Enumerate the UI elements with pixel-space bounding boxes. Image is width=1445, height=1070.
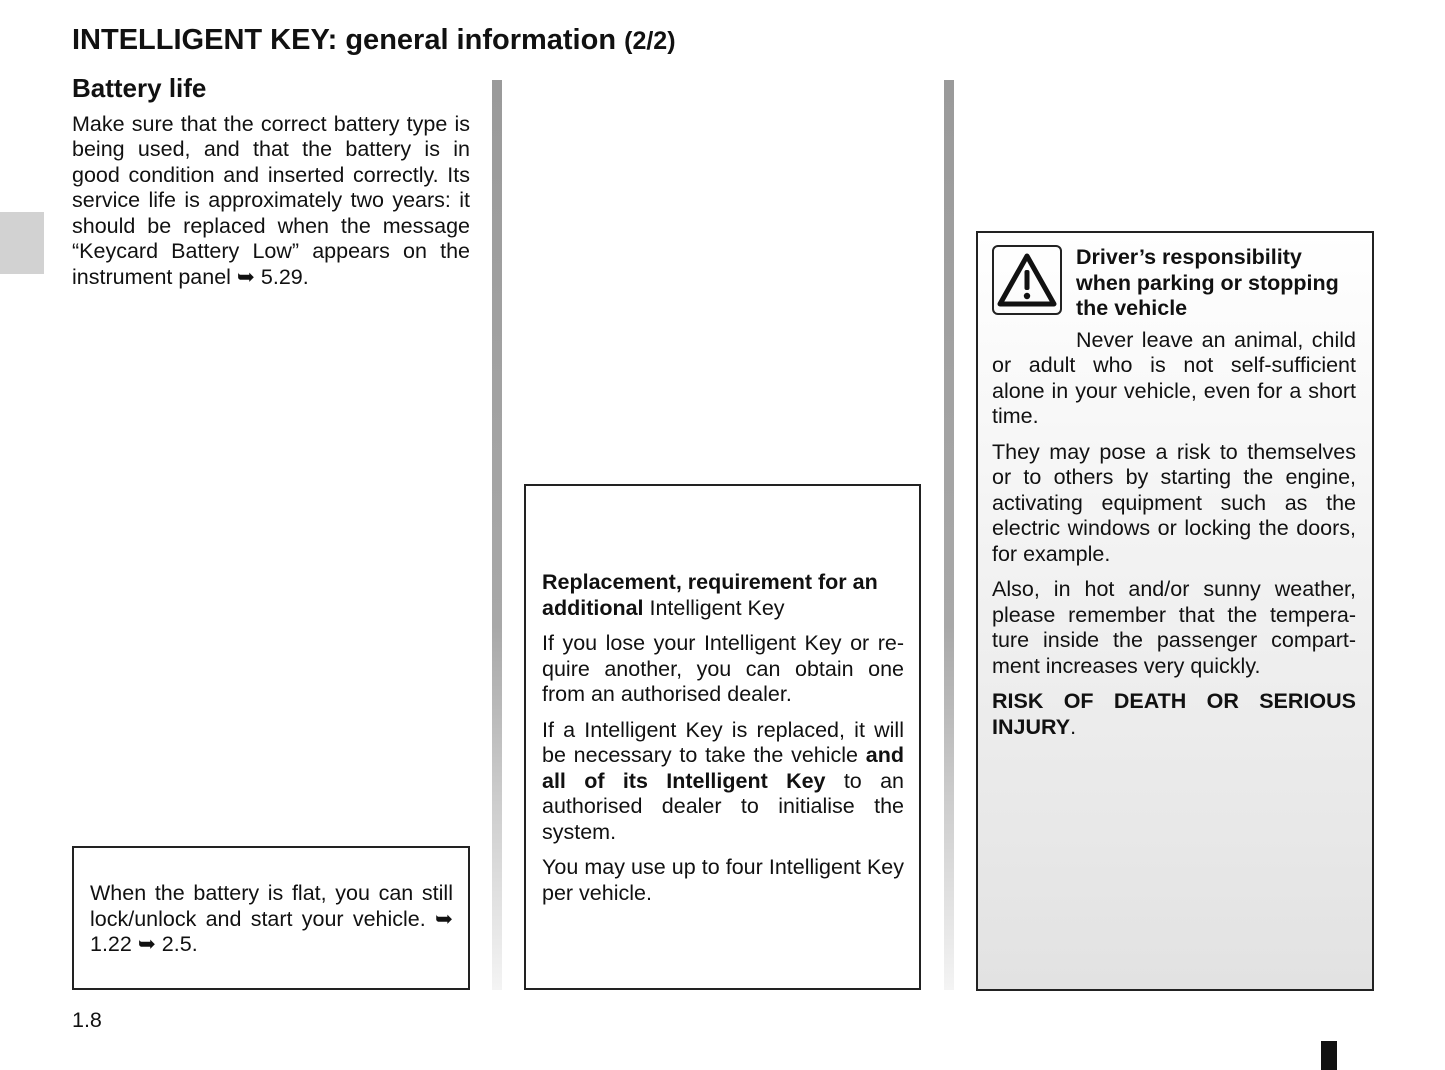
p2-bold: and all of its Intelligent Key [542, 743, 904, 793]
warning-p3: Also, in hot and/or sunny weather, please remember that the temperature inside the passenger compartment increases very quickly. [992, 577, 1356, 678]
section-tab [0, 212, 44, 274]
heading-rest: Intelligent Key [643, 595, 785, 620]
p2-a: If a Intelligent Key is replaced, it will be necessary to take the vehicle [542, 717, 904, 767]
section-heading: Battery life [72, 73, 207, 103]
page-number: 1.8 [72, 1008, 102, 1032]
warning-p2: They may pose a risk to themselves or to others by starting the engine, activating equipment such as the electric windows or locking the doors, for example. [992, 439, 1356, 566]
warning-box [976, 231, 1374, 991]
replacement-box [524, 484, 921, 990]
page-marker [1321, 1041, 1337, 1070]
battery-life-section [72, 73, 470, 300]
warning-p1: Never leave an animal, child or adult who is not self-sufficient alone in your vehicle, even for a short time. [992, 327, 1356, 428]
title-text: INTELLIGENT KEY: general information [72, 24, 617, 56]
replacement-p1: If you lose your Intelligent Key or require another, you can obtain one from an authorised dealer. [542, 631, 904, 706]
warning-title: Driver’s responsibility when parking or stopping the vehicle [1076, 245, 1339, 320]
warning-triangle-icon [992, 245, 1062, 315]
warning-p4 [992, 689, 1356, 740]
warning-header [992, 245, 1356, 322]
risk-text: RISK OF DEATH OR SERIOUS INJURY [992, 689, 1356, 739]
battery-paragraph: Make sure that the correct battery type is being used, and that the battery is in good condition and inserted correctly. Its service life is approximately two years: it should be replaced when the message “Keycard Battery Low” appears on the instrument panel ➥ 5.29. [72, 111, 470, 289]
p2-b: to an authorised dealer to initialise the system. [542, 768, 904, 844]
risk-end: . [1070, 714, 1077, 739]
column-divider [492, 80, 502, 990]
replacement-p2 [542, 718, 904, 846]
battery-note-box [72, 846, 470, 990]
page-title [72, 24, 676, 57]
note-text: When the battery is flat, you can still lock/unlock and start your vehicle. ➥ 1.22 ➥ 2.5. [90, 881, 453, 956]
replacement-heading [542, 570, 904, 621]
heading-bold: Replacement, requirement for an additional [542, 570, 878, 620]
column-divider [944, 80, 954, 990]
replacement-p3: You may use up to four Intelligent Key per vehicle. [542, 855, 904, 905]
title-part: (2/2) [624, 27, 676, 55]
